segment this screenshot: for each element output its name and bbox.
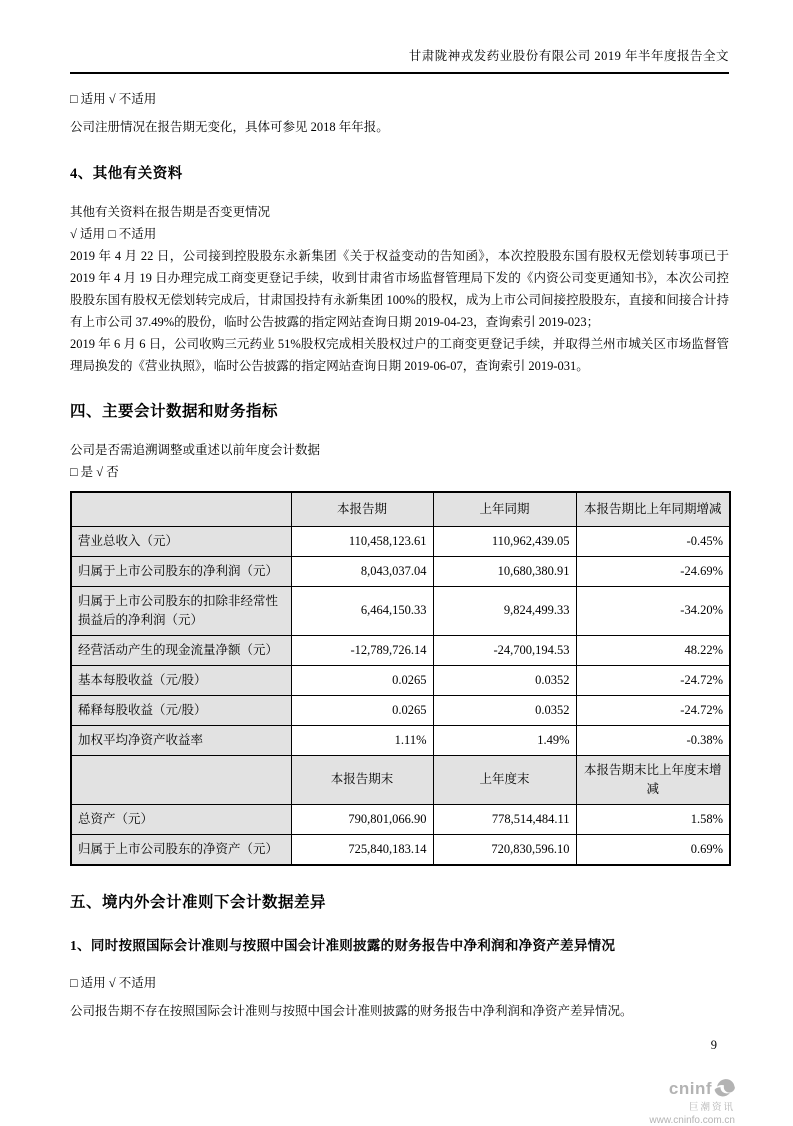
cninfo-swirl-icon xyxy=(714,1078,735,1102)
document-header-title: 甘肃陇神戎发药业股份有限公司 2019 年半年度报告全文 xyxy=(70,46,729,74)
metric-label: 归属于上市公司股东的净利润（元） xyxy=(71,556,291,586)
value-change: -24.72% xyxy=(576,665,730,695)
table-row xyxy=(71,804,730,834)
metric-label: 归属于上市公司股东的净资产（元） xyxy=(71,834,291,865)
table-row xyxy=(71,695,730,725)
table-row xyxy=(71,834,730,865)
standards-diff-note: 公司报告期不存在按照国际会计准则与按照中国会计准则披露的财务报告中净利润和净资产差异情况。 xyxy=(70,1003,633,1018)
value-current: 110,458,123.61 xyxy=(291,526,433,556)
header-current-period: 本报告期 xyxy=(291,492,433,526)
registration-note: 公司注册情况在报告期无变化，具体可参见 2018 年年报。 xyxy=(70,120,389,134)
metric-label: 归属于上市公司股东的扣除非经常性损益后的净利润（元） xyxy=(71,586,291,635)
cninfo-watermark xyxy=(649,1078,735,1126)
subsection-heading-ifrs-cas-difference: 1、同时按照国际会计准则与按照中国会计准则披露的财务报告中净利润和净资产差异情况 xyxy=(70,937,616,953)
value-change: 0.69% xyxy=(576,834,730,865)
other-info-question: 其他有关资料在报告期是否变更情况 xyxy=(70,205,271,219)
metric-label: 加权平均净资产收益率 xyxy=(71,725,291,755)
value-prior: 0.0352 xyxy=(433,665,576,695)
value-prior: 720,830,596.10 xyxy=(433,834,576,865)
value-change: -34.20% xyxy=(576,586,730,635)
metric-label: 基本每股收益（元/股） xyxy=(71,665,291,695)
value-change: -24.69% xyxy=(576,556,730,586)
metric-label: 经营活动产生的现金流量净额（元） xyxy=(71,635,291,665)
header-period-end-change: 本报告期末比上年度末增减 xyxy=(576,755,730,804)
table-row xyxy=(71,665,730,695)
metric-label: 稀释每股收益（元/股） xyxy=(71,695,291,725)
other-info-paragraph-1: 2019 年 4 月 22 日，公司接到控股股东永新集团《关于权益变动的告知函》，本次控股股东国有股权无偿划转事项已于 2019 年 4 月 19 日办理完成工商变更登记手续，收到甘肃省市场监督管理局下发的《内资公司变更通知书》，本次公司控股股东国有股权无偿划转完成后，甘肃国投持有永新集团 100%的股权，成为上市公司间接控股股东，直接和间接合计持有上市公司 37.49%的股份，临时公告披露的指定网站查询日期 2019-04-23，查询索引 2019-023； xyxy=(70,249,729,329)
value-change: -24.72% xyxy=(576,695,730,725)
value-prior: 10,680,380.91 xyxy=(433,556,576,586)
value-prior: -24,700,194.53 xyxy=(433,635,576,665)
header-empty-cell xyxy=(71,492,291,526)
header-empty-cell xyxy=(71,755,291,804)
standards-diff-applicability-line: □ 适用 √ 不适用 xyxy=(70,975,157,990)
header-period-change: 本报告期比上年同期增减 xyxy=(576,492,730,526)
value-prior: 110,962,439.05 xyxy=(433,526,576,556)
page-number: 9 xyxy=(710,1038,717,1052)
value-prior: 0.0352 xyxy=(433,695,576,725)
other-info-paragraph-2: 2019 年 6 月 6 日，公司收购三元药业 51%股权完成相关股权过户的工商变更登记手续，并取得兰州市城关区市场监督管理局换发的《营业执照》，临时公告披露的指定网站查询日期 2019-06-07，查询索引 2019-031。 xyxy=(70,337,729,373)
cninfo-chinese-name: 巨潮资讯 xyxy=(688,1101,735,1113)
value-current: 1.11% xyxy=(291,725,433,755)
table-row xyxy=(71,635,730,665)
table-header-row-period xyxy=(71,492,730,526)
table-header-row-period-end xyxy=(71,755,730,804)
value-change: 48.22% xyxy=(576,635,730,665)
financial-indicators-table xyxy=(70,491,731,866)
table-row xyxy=(71,586,730,635)
section-heading-standards-difference: 五、境内外会计准则下会计数据差异 xyxy=(70,893,327,911)
restate-question: 公司是否需追溯调整或重述以前年度会计数据 xyxy=(70,443,321,457)
cninfo-url-text: www.cninfo.com.cn xyxy=(649,1115,735,1126)
registration-applicability-line: □ 适用 √ 不适用 xyxy=(70,92,157,106)
value-current: -12,789,726.14 xyxy=(291,635,433,665)
value-prior: 778,514,484.11 xyxy=(433,804,576,834)
value-prior: 9,824,499.33 xyxy=(433,586,576,635)
restate-answer-line: □ 是 √ 否 xyxy=(70,465,119,479)
value-prior: 1.49% xyxy=(433,725,576,755)
metric-label: 营业总收入（元） xyxy=(71,526,291,556)
header-prior-year-end: 上年度末 xyxy=(433,755,576,804)
table-row xyxy=(71,556,730,586)
value-change: -0.45% xyxy=(576,526,730,556)
value-current: 0.0265 xyxy=(291,665,433,695)
other-info-applicability-line: √ 适用 □ 不适用 xyxy=(70,227,157,241)
table-row xyxy=(71,725,730,755)
header-current-period-end: 本报告期末 xyxy=(291,755,433,804)
table-row xyxy=(71,526,730,556)
metric-label: 总资产（元） xyxy=(71,804,291,834)
value-current: 6,464,150.33 xyxy=(291,586,433,635)
section-heading-other-info: 4、其他有关资料 xyxy=(70,166,183,182)
value-current: 790,801,066.90 xyxy=(291,804,433,834)
header-prior-period: 上年同期 xyxy=(433,492,576,526)
value-current: 0.0265 xyxy=(291,695,433,725)
value-current: 725,840,183.14 xyxy=(291,834,433,865)
value-change: 1.58% xyxy=(576,804,730,834)
cninfo-brand-text: cninf xyxy=(668,1079,712,1099)
value-change: -0.38% xyxy=(576,725,730,755)
section-heading-financial-indicators: 四、主要会计数据和财务指标 xyxy=(70,403,279,420)
value-current: 8,043,037.04 xyxy=(291,556,433,586)
